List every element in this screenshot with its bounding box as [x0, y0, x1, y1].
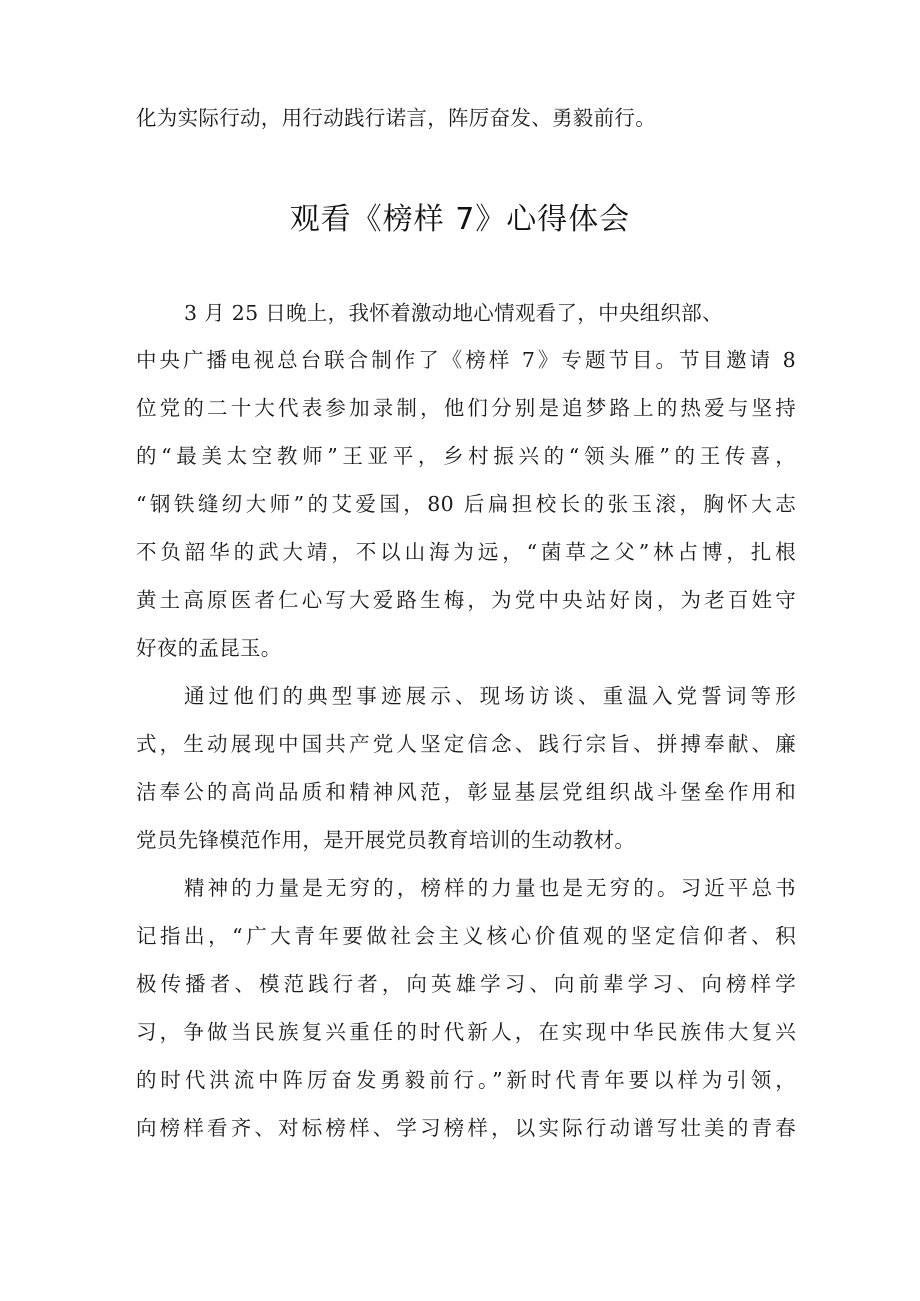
paragraph-line: 的时代洪流中阵厉奋发勇毅前行。”新时代青年要以样为引领，	[136, 1068, 796, 1092]
paragraph-line: 的“最美太空教师”王亚平，乡村振兴的“领头雁”的王传喜，	[136, 444, 796, 468]
paragraph-line: 党员先锋模范作用，是开展党员教育培训的生动教材。	[136, 828, 636, 852]
paragraph-line: 洁奉公的高尚品质和精神风范，彰显基层党组织战斗堡垒作用和	[136, 780, 796, 804]
continued-text-line: 化为实际行动，用行动践行诺言，阵厉奋发、勇毅前行。	[136, 106, 656, 130]
paragraph-line: 式，生动展现中国共产党人坚定信念、践行宗旨、拼搏奉献、廉	[136, 732, 796, 756]
paragraph-line: 极传播者、模范践行者，向英雄学习、向前辈学习、向榜样学	[136, 972, 796, 996]
paragraph-line: 位党的二十大代表参加录制，他们分别是追梦路上的热爱与坚持	[136, 396, 796, 420]
paragraph-line: 通过他们的典型事迹展示、现场访谈、重温入党誓词等形	[184, 684, 796, 708]
paragraph-line: 向榜样看齐、对标榜样、学习榜样，以实际行动谱写壮美的青春	[136, 1116, 796, 1140]
paragraph-line: 好夜的孟昆玉。	[136, 636, 282, 660]
paragraph-line: 黄土高原医者仁心写大爱路生梅，为党中央站好岗，为老百姓守	[136, 588, 796, 612]
paragraph-line: 习，争做当民族复兴重任的时代新人，在实现中华民族伟大复兴	[136, 1020, 796, 1044]
paragraph-line: 3 月 25 日晚上，我怀着激动地心情观看了，中央组织部、	[184, 301, 723, 325]
paragraph-line: “钢铁缝纫大师”的艾爱国，80 后扁担校长的张玉滚，胸怀大志	[136, 492, 796, 516]
paragraph-line: 中央广播电视总台联合制作了《榜样 7》专题节目。节目邀请 8	[136, 348, 796, 372]
paragraph-line: 精神的力量是无穷的，榜样的力量也是无穷的。习近平总书	[184, 876, 796, 900]
paragraph-line: 不负韶华的武大靖，不以山海为远，“菌草之父”林占博，扎根	[136, 540, 796, 564]
paragraph-line: 记指出，“广大青年要做社会主义核心价值观的坚定信仰者、积	[136, 924, 796, 948]
document-title: 观看《榜样 7》心得体会	[289, 202, 631, 237]
